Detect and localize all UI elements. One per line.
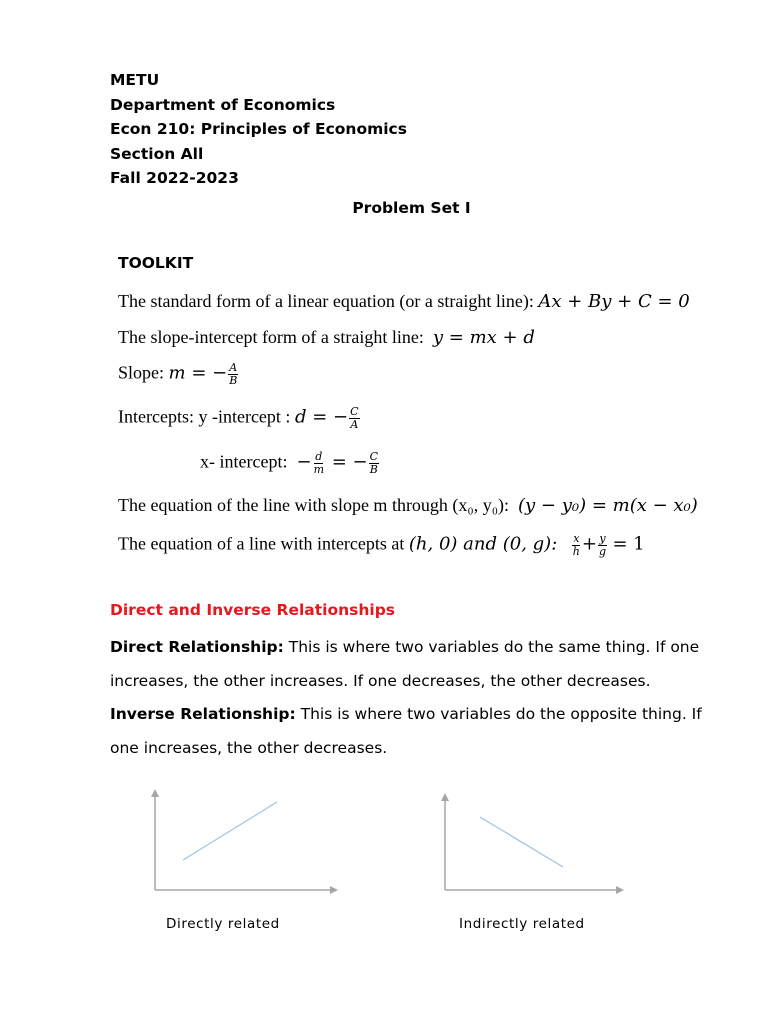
toolkit-heading: TOOLKIT: [118, 254, 194, 272]
department-name: Department of Economics: [110, 95, 336, 114]
term-name: Fall 2022-2023: [110, 169, 239, 187]
x-intercept-label: x- intercept:: [200, 451, 288, 472]
intercept-form-points: (h, 0) and (0, g):: [408, 533, 558, 555]
inverse-graph-line: [480, 817, 563, 867]
relationships-paragraph: [110, 631, 730, 765]
slope-intercept-text: The slope-intercept form of a straight line:: [118, 327, 424, 347]
slope-intercept-eq: y = mx + d: [432, 327, 535, 348]
point-slope-line: [118, 495, 698, 516]
inverse-relationship-text: This is where two variables do the opposite thing. If one increases, the other decreases.: [110, 705, 702, 757]
y-intercept-fraction: $\frac{C}{A}$: [350, 405, 359, 431]
inverse-graph-x-arrow: [616, 886, 624, 894]
y-intercept-label: Intercepts: y -intercept :: [118, 406, 291, 427]
slope-line: Slope: m = − $\frac{A}{B}$: [118, 361, 238, 387]
section-name: Section All: [110, 144, 204, 163]
slope-formula: m: [168, 362, 186, 384]
inverse-relationship-label: Inverse Relationship:: [110, 705, 296, 723]
direct-graph-x-arrow: [330, 886, 338, 894]
inverse-relationship-graph: [430, 785, 635, 900]
page-title: Problem Set I: [352, 199, 471, 217]
direct-graph-caption: Directly related: [166, 916, 280, 932]
x-intercept-line: x- intercept: − $\frac{d}{m}$ = − $\frac{C}{B}$: [200, 450, 379, 476]
slope-label: Slope:: [118, 362, 165, 383]
intercept-form-rhs: = 1: [612, 533, 645, 555]
point-slope-text: The equation of the line with slope m through (x₀, y₀):: [118, 495, 509, 515]
standard-form-eq: Ax + By + C = 0: [538, 291, 690, 312]
intercept-fraction-x: $\frac{x}{h}$: [572, 532, 580, 558]
direct-relationship-graph: [140, 785, 345, 900]
inverse-graph-y-arrow: [441, 793, 449, 801]
inverse-graph-caption: Indirectly related: [459, 916, 585, 932]
direct-graph-y-arrow: [151, 789, 159, 797]
y-intercept-line: Intercepts: y -intercept : d = − $\frac{C}{A}$: [118, 405, 359, 431]
y-intercept-formula: d: [294, 406, 307, 428]
slope-fraction: $\frac{A}{B}$: [229, 361, 238, 387]
point-slope-eq: (y − y₀) = m(x − x₀): [517, 495, 698, 516]
x-intercept-fraction-1: $\frac{d}{m}$: [313, 450, 324, 476]
x-intercept-fraction-2: $\frac{C}{B}$: [369, 450, 379, 476]
standard-form-text: The standard form of a linear equation (or a straight line):: [118, 291, 534, 311]
direct-graph-line: [183, 802, 277, 860]
relationships-heading: Direct and Inverse Relationships: [110, 601, 396, 619]
slope-intercept-line: [118, 327, 535, 348]
intercept-form-text: The equation of a line with intercepts at: [118, 533, 405, 554]
university-name: METU: [110, 71, 160, 89]
course-name: Econ 210: Principles of Economics: [110, 120, 407, 138]
course-header: [110, 68, 407, 191]
intercept-fraction-y: $\frac{y}{g}$: [598, 532, 606, 558]
intercept-form-line: The equation of a line with intercepts at (h, 0) and (0, g): $\frac{x}{h}$ + $\frac{y}{g}$ = 1: [118, 532, 645, 558]
direct-relationship-text: This is where two variables do the same thing. If one increases, the other increases. If one decreases, the other decreases.: [110, 638, 700, 690]
standard-form-line: [118, 291, 690, 312]
direct-relationship-label: Direct Relationship:: [110, 638, 284, 656]
